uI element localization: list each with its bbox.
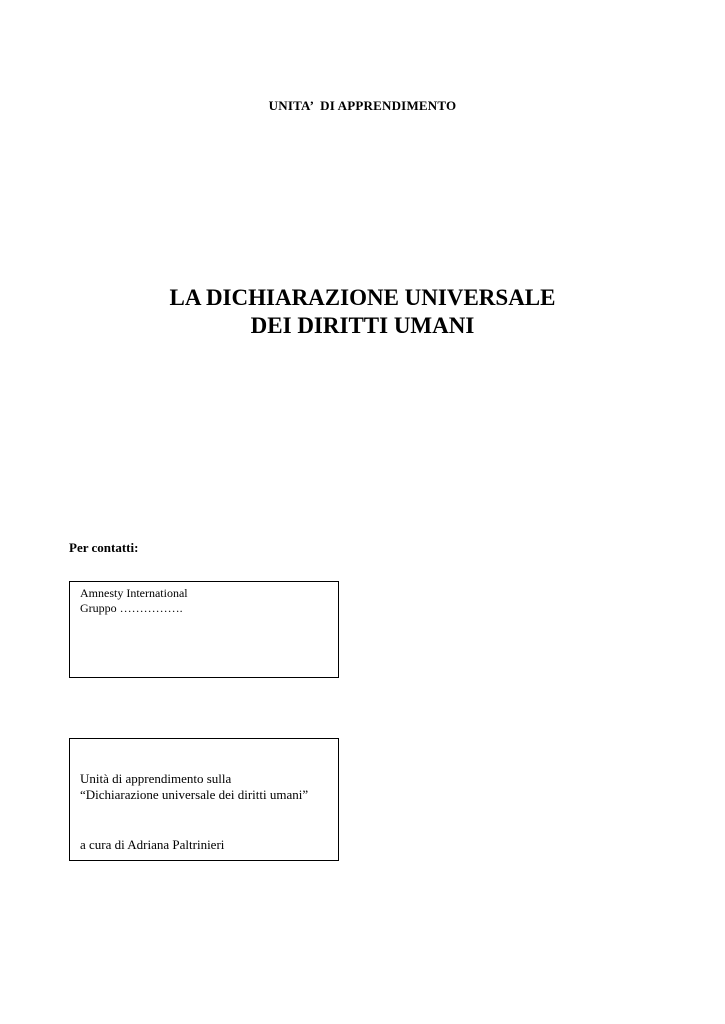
document-header-label: UNITA’ DI APPRENDIMENTO	[268, 98, 457, 113]
info-box	[69, 738, 339, 861]
curated-by: a cura di Adriana Paltrinieri	[80, 837, 225, 852]
document-title	[0, 284, 725, 340]
info-line-2: “Dichiarazione universale dei diritti umani”	[80, 787, 309, 802]
contact-organization: Amnesty International	[80, 586, 188, 600]
contacts-label: Per contatti:	[69, 540, 139, 555]
document-title-line-1: LA DICHIARAZIONE UNIVERSALE	[169, 285, 556, 310]
contact-box	[69, 581, 339, 678]
info-line-1: Unità di apprendimento sulla	[80, 771, 232, 786]
document-title-line-2: DEI DIRITTI UMANI	[250, 313, 475, 338]
contact-group: Gruppo …………….	[80, 601, 183, 615]
